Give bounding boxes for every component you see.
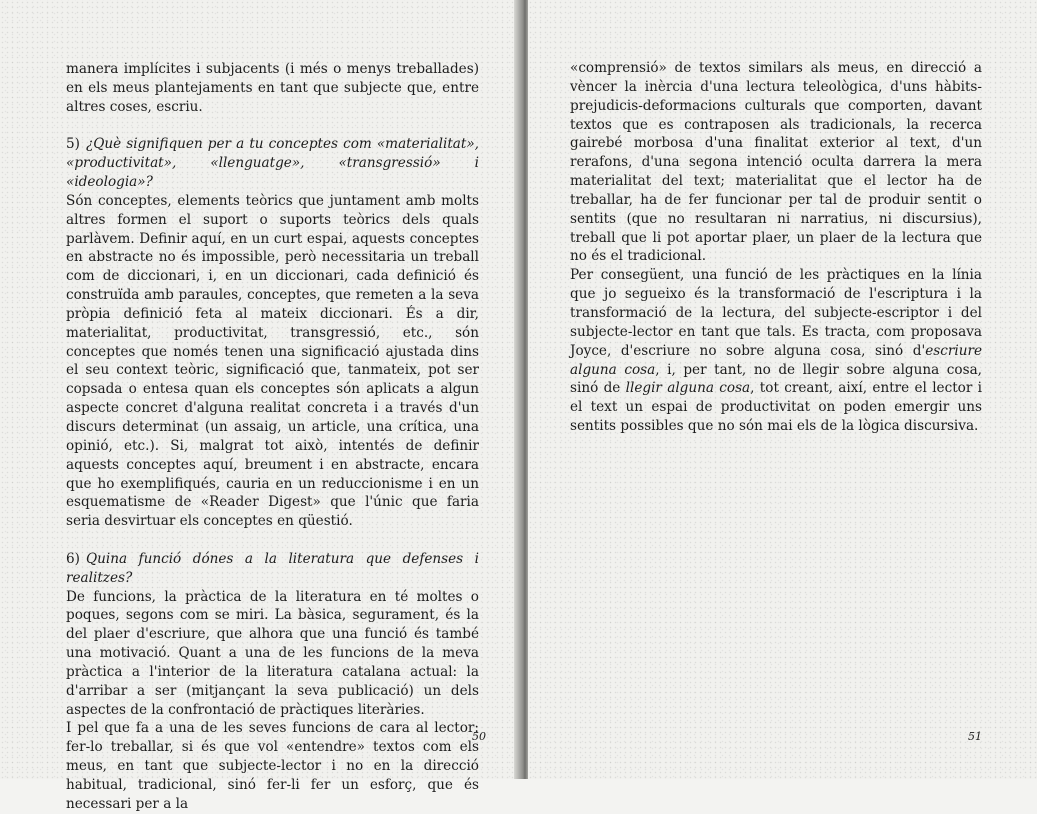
emphasis-llegir: llegir alguna cosa (625, 380, 751, 397)
right-page (528, 0, 1037, 779)
question-6-text: Quina funció dónes a la literatura que defenses i realitzes? (66, 550, 479, 586)
answer-6-paragraph-2: I pel que fa a una de les seves funcions de cara al lector: fer-lo treballar, si és que vol «entendre» textos com els meus, en tant que subjecte-lector i no en la direcció habitual, tradicional, sinó fer-li fer un esforç, que és necessari per a la (66, 720, 479, 812)
intro-paragraph: manera implícites i subjacents (i més o menys treballades) en els meus plantejaments en tant que subjecte que, entre altres coses, escriu. (66, 61, 479, 115)
question-6-number: 6) (66, 550, 80, 567)
question-6 (66, 550, 479, 588)
right-paragraph-2: Per consegüent, una funció de les pràctiques en la línia que jo segueixo és la transformació de l'escriptura i la transformació de la lectura, del subjecte-escriptor i del subjecte-lector en tant que tals. Es tracta, com proposava Joyce, d'escriure no sobre alguna cosa, sinó d'escriure alguna cosa, i, per tant, no de llegir sobre alguna cosa, sinó de llegir alguna cosa, tot creant, així, entre el lector i el text un espai de productivitat on poden emergir uns sentits possibles que no són mai els de la lògica discursiva. (570, 267, 983, 435)
left-page-text (66, 60, 479, 814)
question-5-text: ¿Què signifiquen per a tu conceptes com «materialitat», «productivitat», «llenguatge», «transgressió» i «ideologia»? (66, 136, 479, 191)
question-5 (66, 135, 479, 192)
right-paragraph-1: «comprensió» de textos similars als meus, en direcció a vèncer la inèrcia d'una lectura teleològica, d'uns hàbits-prejudicis-deformacions culturals que comporten, davant textos que es contraposen als tradicionals, la recerca gairebé morbosa d'una finalitat exterior al text, d'un rerafons, d'una segona intenció oculta darrera la mera materialitat del text; materialitat que el lector ha de treballar, ha de fer funcionar per tal de produir sentit o sentits (que no resultaran ni narratius, ni discursius), treball que li pot aportar plaer, un plaer de la lectura que no és el tradicional. (570, 60, 982, 265)
page-number-left: 50 (472, 730, 486, 743)
answer-5: Són conceptes, elements teòrics que juntament amb molts altres formen el suport o suports teòrics dels quals parlàvem. Definir aquí, en un curt espai, aquests conceptes en abstracte no és impossible, però necessitaria un treball com de diccionari, i, en un diccionari, cada definició és construïda amb paraules, conceptes, que remeten a la seva pròpia definició feta al mateix diccionari. És a dir, materialitat, productivitat, transgressió, etc., són conceptes que només tenen una significació ajustada dins el seu context teòric, significació que, tanmateix, pot ser copsada o entesa quan els conceptes són aplicats a algun aspecte concret d'alguna realitat concreta i a través d'un discurs determinat (un assaig, un article, una crítica, una opinió, etc.). Si, malgrat tot això, intentés de definir aquests conceptes aquí, breument i en abstracte, encara que ho exemplifiqués, cauria en un reduccionisme i en un esquematisme de «Reader Digest» que l'únic que faria seria desvirtuar els conceptes en qüestió. (66, 192, 479, 530)
answer-6-paragraph-1: De funcions, la pràctica de la literatura en té moltes o poques, segons com se miri. La bàsica, segurament, és la del plaer d'escriure, que alhora que una funció és també una motivació. Quant a una de les funcions de la meva pràctica a l'interior de la literatura catalana actual: la d'arribar a ser (mitjançant la seva publicació) un dels aspectes de la confrontació de pràctiques literàries. (66, 588, 479, 718)
right-page-text (570, 59, 982, 436)
question-5-number: 5) (66, 136, 80, 153)
emphasis-escriure: escriure alguna cosa (570, 342, 982, 378)
page-number-right: 51 (968, 730, 982, 743)
